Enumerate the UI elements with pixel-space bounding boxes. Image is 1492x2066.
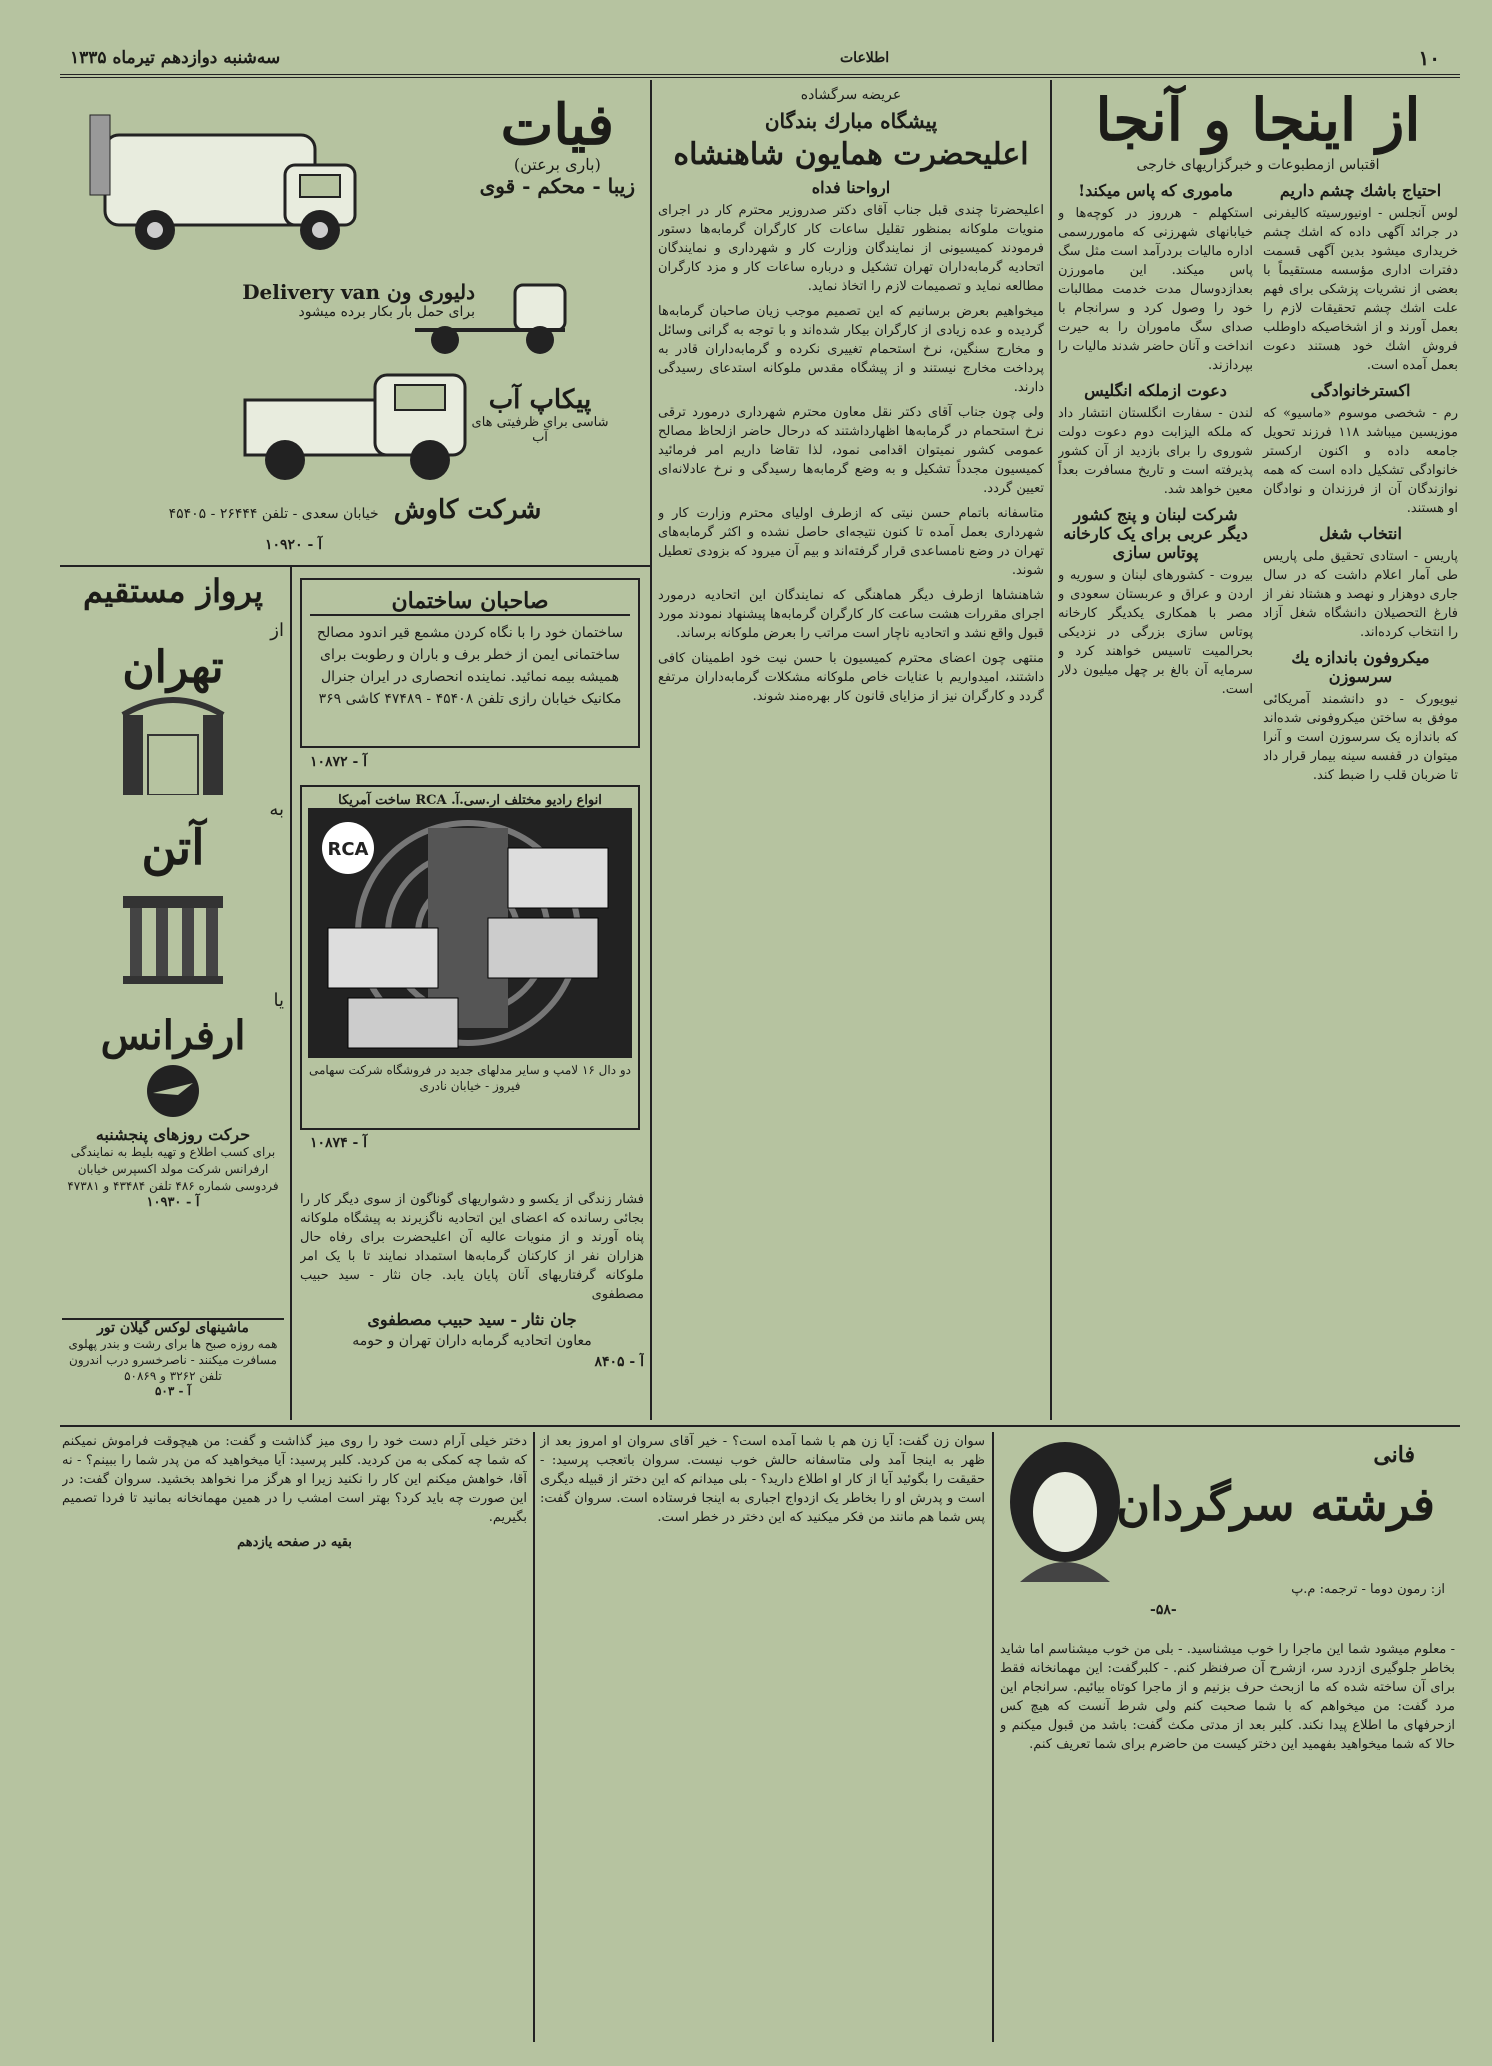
article-paragraph: شاهنشاها ازطرف دیگر هماهنگی که نمایندگان این اتحادیه درمورد اجرای مقررات هشت ساعت کار کارگران گرمابه‌ها پیشنهاد نمودند مورد قبول واقع نشد و اتحادیه ناچار است مراتب را بعرض ملوکانه برساند. — [658, 588, 1044, 641]
serial-prefix: فانی — [1373, 1442, 1415, 1468]
signature-name: جان نثار - سید حبیب مصطفوی — [367, 1310, 577, 1329]
story-body: لوس آنجلس - اونیورسیته کالیفرنی در جرائد آگهی داده که اشك چشم خریداری میشود بدین آگهی قسمت دفترات اداری مؤسسه مستقیماً با بعضی از نشریات پزشکی برای فهم علت اشك چشم تحقیقات لازم را بعمل آورند و از اشخاصیکه داوطلب فروش اشك خود هستند دعوت بعمل آمده است. — [1263, 206, 1458, 373]
story-headline: میکروفون باندازه یك سرسوزن — [1291, 648, 1430, 686]
serial-column — [540, 1432, 985, 2042]
ad-reference: آ - ۸۴۰۵ — [594, 1354, 644, 1370]
flight-from: از — [270, 620, 284, 641]
flight-line1: پرواز مستقیم — [83, 572, 263, 610]
ad-reference: آ - ۱۰۹۳۰ — [146, 1195, 200, 1210]
serial-continued: بقیه در صفحه یازدهم — [237, 1535, 352, 1550]
masthead — [60, 44, 1460, 78]
flight-ad — [62, 572, 284, 1372]
petition-continuation — [300, 1190, 644, 1420]
flight-city3: ارفرانس — [100, 1012, 246, 1059]
rca-desc: دو دال ۱۶ لامپ و سایر مدلهای جدید در فروشگاه شرکت سهامی فیروز - خیابان نادری — [309, 1063, 631, 1093]
flight-city1: تهران — [122, 642, 224, 693]
rca-logo: RCA — [327, 839, 369, 860]
fiat-brand: فیات — [500, 92, 615, 158]
gilan-title: ماشینهای لوکس گیلان تور — [97, 1320, 249, 1336]
issue-date: سه‌شنبه دوازدهم تیرماه ۱۳۳۵ — [70, 48, 281, 68]
airfrance-logo-icon — [138, 1061, 208, 1121]
van-label: دلیوری ون Delivery van — [242, 280, 475, 304]
article-kicker: عریضه سرگشاده — [800, 87, 902, 103]
story-headline: انتخاب شغل — [1319, 524, 1402, 543]
ad-reference: آ - ۵۰۳ — [154, 1384, 191, 1398]
article-opening: ارواحنا فداه — [811, 178, 891, 197]
fiat-ad — [65, 85, 645, 555]
column-divider — [1050, 80, 1052, 1420]
builders-body: ساختمان خود را با نگاه کردن مشمع قیر اندود مصالح ساختمانی ایمن از خطر برف و باران و رطوبت برای همیشه بیمه نمائید. نماینده انحصاری در ایران جنرال مکانیک خیابان رازی تلفن ۴۵۴۰۸ - ۴۷۴۸۹ کاشی ۳۶۹ — [316, 625, 624, 707]
article-paragraph: متاسفانه باتمام حسن نیتی که ازطرف اولیای محترم وزارت کار و شهرداری بعمل آمده تا کنون نتیجه‌ای حاصل نشده و اکثر گرمابه‌های تهران در وضع نامساعدی قرار گرفته‌اند و بیم آن میرود که بزودی تعطیل شوند. — [658, 506, 1044, 578]
van-desc: برای حمل بار بکار برده میشود — [298, 304, 475, 320]
story-body: پاریس - استادی تحقیق ملی پاریس طی آمار اعلام داشت که در سال جاری دوهزار و نهصد و هشتاد نفر از فارغ التحصیلان دانشگاه شغل آزاد را انتخاب کرده‌اند. — [1263, 549, 1458, 640]
fiat-slogan: زیبا - محکم - قوی — [479, 174, 635, 198]
article-title: اعلیحضرت همایون شاهنشاه — [673, 137, 1029, 172]
article-kicker-2: پیشگاه مبارك بندگان — [764, 109, 938, 133]
serial-episode: -۵۸- — [1150, 1602, 1177, 1618]
story-body: استکهلم - هرروز در کوچه‌ها و خیابانهای شهرزنی که ماموررسمی اداره مالیات بردرآمد است مثل سگ پاس میکند. این مامورزن بعدازدوسال مدت خدمت مطالبات خود را وصول کرد و سرانجام با صدای سگ ماموران را به حیرت انداخت و آنان حاضر شدند مالیات را بپردازند. — [1058, 206, 1253, 373]
angel-portrait-illustration — [1000, 1432, 1130, 1592]
gate-illustration — [113, 695, 233, 795]
article-paragraph: میخواهیم بعرض برسانیم که این تصمیم موجب زیان صاحبان گرمابه‌ها گردیده و عده زیادی از کارگران بیکار شده‌اند و با توجه به گرانی وسائل و مخارج سنگین، نرخ استحمام تغییری نکرده و گرمابه‌داران قادر به پرداخت مخارج نیستند و از پیشگاه مقدس ملوکانه استدعای رسیدگی دارند. — [658, 304, 1044, 395]
story-headline: دعوت ازملکه انگلیس — [1084, 381, 1227, 400]
story-headline: ماموری که پاس میکند! — [1078, 181, 1233, 200]
story-body: رم - شخصی موسوم «ماسیو» که موزیسین میباشد ۱۱۸ فرزند تحویل جامعه داده و اکنون ارکستر خانوادگی تشکیل داده است که همه نوازندگان آن از فرزندان و نوادگان او هستند. — [1263, 406, 1458, 516]
serial-title: فرشته سرگردان — [1116, 1477, 1435, 1531]
column-divider — [533, 1432, 535, 2042]
builders-title: صاحبان ساختمان — [310, 588, 630, 616]
story-headline: اکسترخانوادگی — [1310, 381, 1411, 400]
pickup-illustration — [235, 350, 495, 490]
flight-to: به — [269, 799, 284, 820]
gilan-body: همه روزه صبح ها برای رشت و بندر پهلوی مسافرت میکنند - ناصرخسرو درب اندرون تلفن ۳۲۶۲ و ۵۰۸۶۹ — [68, 1337, 278, 1383]
flight-and: یا — [273, 990, 284, 1011]
ad-reference: آ - ۱۰۸۷۴ — [310, 1135, 368, 1151]
flight-schedule: حرکت روزهای پنجشنبه — [95, 1125, 251, 1144]
petition-article — [658, 85, 1044, 1420]
story-headline: احتیاج باشك چشم داریم — [1279, 181, 1442, 200]
column-title: از اینجا و آنجا — [1095, 86, 1421, 154]
pickup-label: پیکاپ آب — [488, 385, 592, 415]
story-body: لندن - سفارت انگلستان انتشار داد که ملکه الیزابت دوم دعوت دولت شوروی را برای بازدید از آن کشور پذیرفته است و تاریخ مسافرت بعداً معین خواهد شد. — [1058, 406, 1253, 497]
rca-ad — [300, 785, 640, 1130]
temple-illustration — [118, 876, 228, 986]
gilan-tour-ad — [62, 1318, 284, 1425]
column-divider — [650, 80, 652, 1420]
delivery-van-illustration — [85, 95, 385, 275]
story-body: نیویورک - دو دانشمند آمریکائی موفق به ساختن میکروفونی شده‌اند که باندازه یک سرسوزن است و آنرا میتوان در قفسه سینه بیمار قرار داد تا ضربان قلب را ضبط کند. — [1263, 692, 1458, 783]
radio-illustration — [308, 808, 632, 1058]
flight-city2: آتن — [141, 820, 205, 876]
serial-column — [62, 1432, 527, 2042]
article-paragraph: اعلیحضرتا چندی قبل جناب آقای دکتر صدروزیر محترم کار در اجرای منویات ملوکانه بمنظور تقلیل ساعات کار کارگران گرمابه‌ها دستور فرمودند کمیسیونی از نمایندگان وزارت کار و شهرداری و نمایندگان اتحادیه گرمابه‌داران تهران تشکیل و درباره ساعات کار و مزد کارگران مطالعه نماید و تصمیمات لازم را اتخاذ نماید. — [658, 203, 1044, 294]
story-body: بیروت - کشورهای لبنان و سوریه و اردن و عراق و عربستان سعودی و مصر با همکاری یکدیگر کارخانه پوتاس سازی بزرگی در نزدیکی بحرالمیت تاسیس خواهند کرد و سرمایه آن بالغ بر چهل میلیون دلار است. — [1058, 568, 1253, 697]
column-subtitle: اقتباس ازمطبوعات و خبرگزاریهای خارجی — [1136, 157, 1380, 173]
serial-text: دختر خیلی آرام دست خود را روی میز گذاشت و گفت: من هیچوقت فراموش نمیکنم که شما چه کمکی به من کردید. کلبر پرسید: آیا میخواهید که من پدر شما را ببینم؟ - نه آقا، خواهش میکنم این کار را نکنید زیرا او هرگز مرا نخواهد بخشید. سروان گفت: در این صورت چه باید کرد؟ بهتر است امشب را در همین مهمانخانه بمانید تا فردا تصمیم بگیریم. — [62, 1434, 527, 1525]
flight-info: برای کسب اطلاع و تهیه بلیط به نمایندگی ارفرانس شرکت مولد اکسپرس خیابان فردوسی شماره ۴۸۶ تلفن ۴۳۴۸۴ و ۴۷۳۸۱ — [67, 1145, 279, 1193]
page-number: ۱۰ — [1418, 46, 1440, 70]
pickup-desc: شاسی برای ظرفیتی های آب — [471, 415, 609, 445]
serial-text: سوان زن گفت: آیا زن هم با شما آمده است؟ - خیر آقای سروان او امروز بعد از ظهر به اینجا آمد ولی متاسفانه حالش خوب نیست. سروان باتعجب پرسید: - حقیقت را بگوئید آیا از کار او اطلاع دارید؟ - بلی میدانم که این دختر از قبیله دیگری است و پدرش او را بخاطر یک ازدواج اجباری به اینجا فرستاده است. سروان گفت: پس شما هم مانند من فکر میکنید که این دختر در خطر است. — [540, 1434, 985, 1525]
column-divider — [992, 1432, 994, 2042]
serial-header — [1000, 1432, 1455, 1632]
article-paragraph: فشار زندگی از یکسو و دشواریهای گوناگون از سوی دیگر کار را بجائی رسانده که اعضای این اتحادیه ناگزیرند به پیشگاه ملوکانه پناه آورند و از منویات عالیه آن اعلیحضرت برای رفاه حال هزاران نفر از کارکنان گرمابه‌ها استمداد نمایند تا با یک امر ملوکانه گرفتاریهای آنان پایان یابد. جان نثار - سید حبیب مصطفوی — [300, 1192, 644, 1302]
section-divider — [60, 1425, 1460, 1427]
serial-credit: از: رمون دوما - ترجمه: م.پ — [1291, 1582, 1445, 1597]
paper-name: اطلاعات — [840, 50, 890, 66]
here-and-there-column — [1058, 85, 1458, 1420]
section-divider — [60, 565, 650, 567]
story-headline: شرکت لبنان و پنج کشور دیگر عربی برای یک کارخانه پوتاس سازی — [1063, 505, 1248, 562]
serial-column — [1000, 1640, 1455, 2040]
rca-headline: انواع رادیو مختلف ار.سی.آ. RCA ساخت آمریکا — [338, 793, 602, 808]
ad-reference: آ - ۱۰۸۷۲ — [310, 754, 368, 770]
signature-title: معاون اتحادیه گرمابه داران تهران و حومه — [352, 1333, 592, 1349]
article-paragraph: ولی چون جناب آقای دکتر نقل معاون محترم شهرداری درمورد ترقی نرخ استحمام در گرمابه‌ها اظهارداشتند که درحال حاضر ازلحاظ مصالح عمومی کشور نمیتوان اقدامی نمود، لذا تقاضا داریم امر فرمائید کمیسیون مجدداً تشکیل و به وضع گرمابه‌ها رسیدگی و نرخ عادلانه‌ای تعیین گردد. — [658, 405, 1044, 496]
ad-reference: آ - ۱۰۹۲۰ — [265, 537, 323, 553]
column-divider — [290, 565, 292, 1420]
article-paragraph: منتهی چون اعضای محترم کمیسیون با حسن نیت خود اطمینان کافی داشتند، امیدواریم با عنایات خاص ملوکانه مشکلات گرمابه‌داران مرتفع گردد و کارگران نیز از مزایای قانون کار بهره‌مند شوند. — [658, 651, 1044, 704]
fiat-address: خیابان سعدی - تلفن ۲۶۴۴۴ - ۴۵۴۰۵ — [168, 506, 379, 522]
fiat-company: شرکت کاوش — [393, 495, 542, 525]
fiat-tag: (باری برعتن) — [513, 155, 601, 174]
serial-text: - معلوم میشود شما این ماجرا را خوب میشناسید. - بلی من خوب میشناسم اما شاید بخاطر جلوگیری ازدرد سر، ازشرح آن صرفنظر کنم. - کلبرگفت: این مهمانخانه فقط برای آن ساخته شده که ما ازبحث حرف بزنیم و از ماجرا کوتاه بیائیم. سرانجام این مرد گفت: من میخواهم که با شما صحبت کنم ولی شرط آنست که هیچ کس ازحرفهای ما اطلاع پیدا نکند. کلبر بعد از مدتی مکث گفت: باشد من قبول میکنم و حالا که شما میخواهید بفهمید این دختر کیست من حاضرم برای شما تعریف کنم. — [1000, 1642, 1455, 1752]
builders-ad — [300, 578, 640, 748]
